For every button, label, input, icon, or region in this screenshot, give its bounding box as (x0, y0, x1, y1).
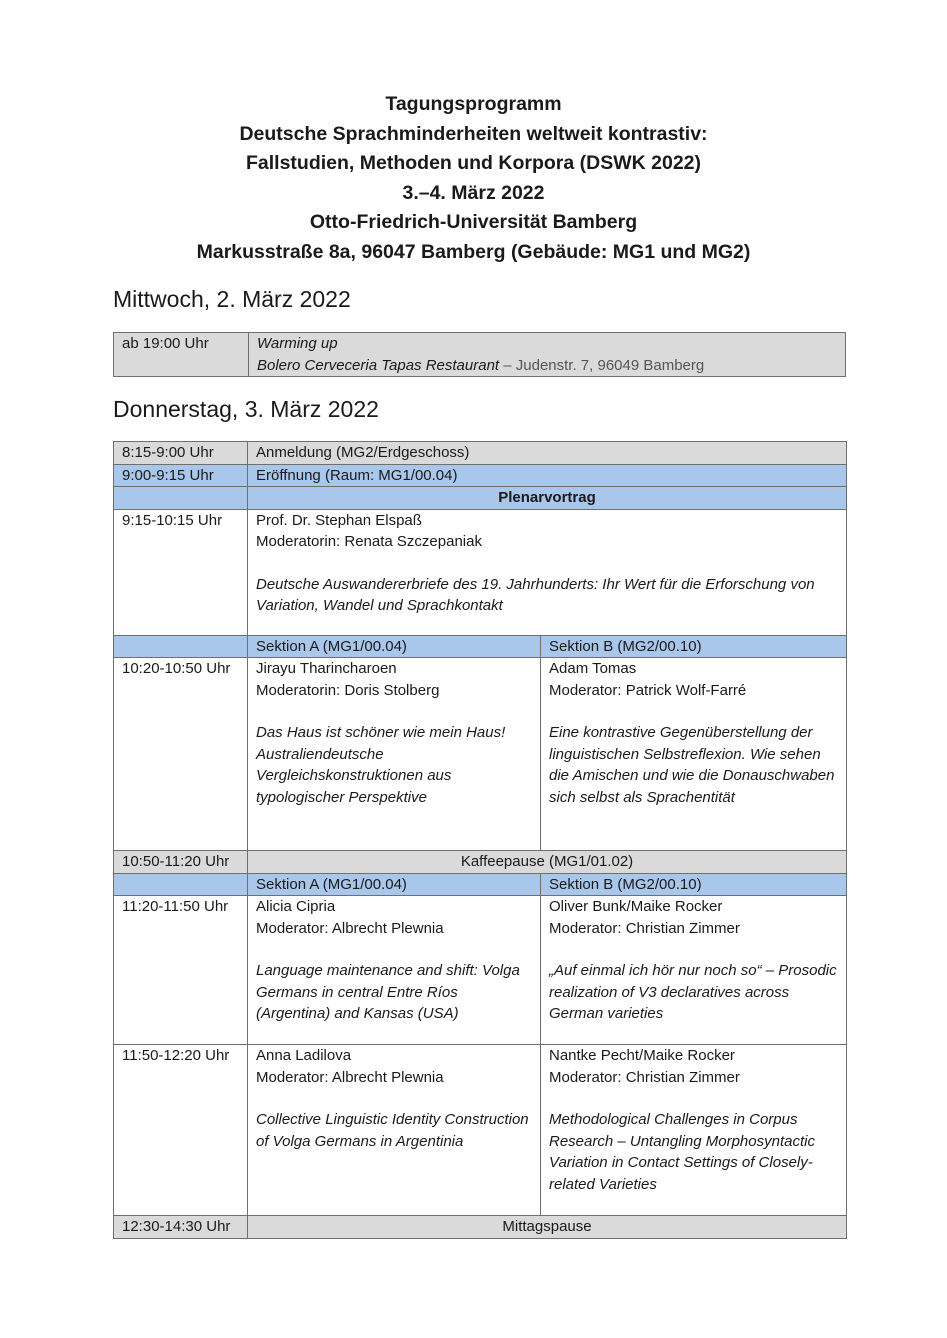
plenary-cell (248, 509, 847, 635)
event-cell: Eröffnung (Raum: MG1/00.04) (248, 464, 847, 487)
table-row (114, 635, 847, 658)
title-line-5: Otto-Friedrich-Universität Bamberg (309, 211, 638, 233)
talk-cell (541, 658, 847, 851)
day1-heading: Mittwoch, 2. März 2022 (113, 286, 351, 312)
table-row (114, 896, 847, 1045)
moderator: Moderator: Albrecht Plewnia (256, 919, 444, 937)
event-name: Warming up (257, 335, 338, 352)
empty-cell (114, 873, 248, 896)
talk-title: Methodological Challenges in Corpus Research – Untangling Morphosyntactic Variation in Contact Settings of Closely-related Varieties (549, 1111, 815, 1193)
table-row (114, 851, 847, 874)
moderator: Moderatorin: Doris Stolberg (256, 681, 440, 699)
section-a-header: Sektion A (MG1/00.04) (248, 873, 541, 896)
title-line-2: Deutsche Sprachminderheiten weltweit kontrastiv: (239, 122, 708, 145)
day2-table (113, 441, 847, 1239)
talk-title: Deutsche Auswandererbriefe des 19. Jahrhunderts: Ihr Wert für die Erforschung von Variation, Wandel und Sprachkontakt (256, 575, 815, 614)
table-row (114, 442, 847, 465)
talk-cell (248, 896, 541, 1045)
talk-title: Eine kontrastive Gegenüberstellung der linguistischen Selbstreflexion. Wie sehen die Amischen und wie die Donauschwaben sich selbst als Sprachentität (549, 724, 835, 806)
table-row (114, 487, 847, 510)
title-line-4: 3.–4. März 2022 (402, 181, 545, 204)
talk-title: Das Haus ist schöner wie mein Haus! Australiendeutsche Vergleichskonstruktionen aus typologischer Perspektive (256, 724, 506, 806)
day1-table (113, 332, 846, 377)
moderator: Moderatorin: Renata Szczepaniak (256, 533, 482, 550)
title-line-3: Fallstudien, Methoden und Korpora (DSWK 2022) (245, 152, 702, 174)
empty-cell (114, 487, 248, 510)
time-cell: 8:15-9:00 Uhr (114, 442, 248, 465)
venue-address: – Judenstr. 7, 96049 Bamberg (499, 356, 705, 374)
time-cell: 10:50-11:20 Uhr (114, 851, 248, 874)
talk-cell (541, 1045, 847, 1216)
venue-name: Bolero Cerveceria Tapas Restaurant (257, 356, 500, 374)
event-cell (249, 333, 846, 377)
talk-title: Language maintenance and shift: Volga Germans in central Entre Ríos (Argentina) and Kansas (USA) (256, 962, 520, 1022)
event-cell: Anmeldung (MG2/Erdgeschoss) (248, 442, 847, 465)
break-cell: Kaffeepause (MG1/01.02) (248, 851, 847, 874)
speaker: Jirayu Tharincharoen (256, 660, 397, 677)
moderator: Moderator: Christian Zimmer (549, 1068, 740, 1086)
table-row (114, 1045, 847, 1216)
talk-cell (248, 1045, 541, 1216)
talk-cell (541, 896, 847, 1045)
title-line-6: Markusstraße 8a, 96047 Bamberg (Gebäude: MG1 und MG2) (196, 240, 751, 263)
break-cell: Mittagspause (248, 1216, 847, 1239)
section-a-header: Sektion A (MG1/00.04) (248, 635, 541, 658)
table-row (114, 1216, 847, 1239)
time-cell: 11:50-12:20 Uhr (114, 1045, 248, 1216)
speaker: Prof. Dr. Stephan Elspaß (256, 511, 422, 529)
speaker: Oliver Bunk/Maike Rocker (549, 898, 723, 915)
moderator: Moderator: Albrecht Plewnia (256, 1068, 444, 1086)
time-cell: 12:30-14:30 Uhr (114, 1216, 248, 1239)
empty-cell (114, 635, 248, 658)
speaker: Adam Tomas (549, 660, 637, 677)
day2-heading: Donnerstag, 3. März 2022 (113, 396, 379, 422)
time-cell: 11:20-11:50 Uhr (114, 896, 248, 1045)
moderator: Moderator: Patrick Wolf-Farré (549, 681, 747, 699)
title-line-1: Tagungsprogramm (385, 93, 562, 115)
time-cell: 9:00-9:15 Uhr (114, 464, 248, 487)
time-cell: ab 19:00 Uhr (114, 333, 249, 377)
moderator: Moderator: Christian Zimmer (549, 919, 740, 937)
section-b-header: Sektion B (MG2/00.10) (541, 635, 847, 658)
speaker: Anna Ladilova (256, 1047, 352, 1064)
program-title (0, 90, 947, 267)
speaker: Nantke Pecht/Maike Rocker (549, 1047, 735, 1064)
time-cell: 10:20-10:50 Uhr (114, 658, 248, 851)
speaker: Alicia Cipria (256, 898, 336, 915)
table-row (114, 873, 847, 896)
table-row (114, 333, 846, 377)
time-cell: 9:15-10:15 Uhr (114, 509, 248, 635)
talk-title: „Auf einmal ich hör nur noch so“ – Prosodic realization of V3 declaratives across German varieties (549, 962, 837, 1022)
plenary-header: Plenarvortrag (248, 487, 847, 510)
talk-cell (248, 658, 541, 851)
table-row (114, 658, 847, 851)
table-row (114, 464, 847, 487)
table-row (114, 509, 847, 635)
section-b-header: Sektion B (MG2/00.10) (541, 873, 847, 896)
talk-title: Collective Linguistic Identity Construction of Volga Germans in Argentinia (256, 1111, 529, 1150)
